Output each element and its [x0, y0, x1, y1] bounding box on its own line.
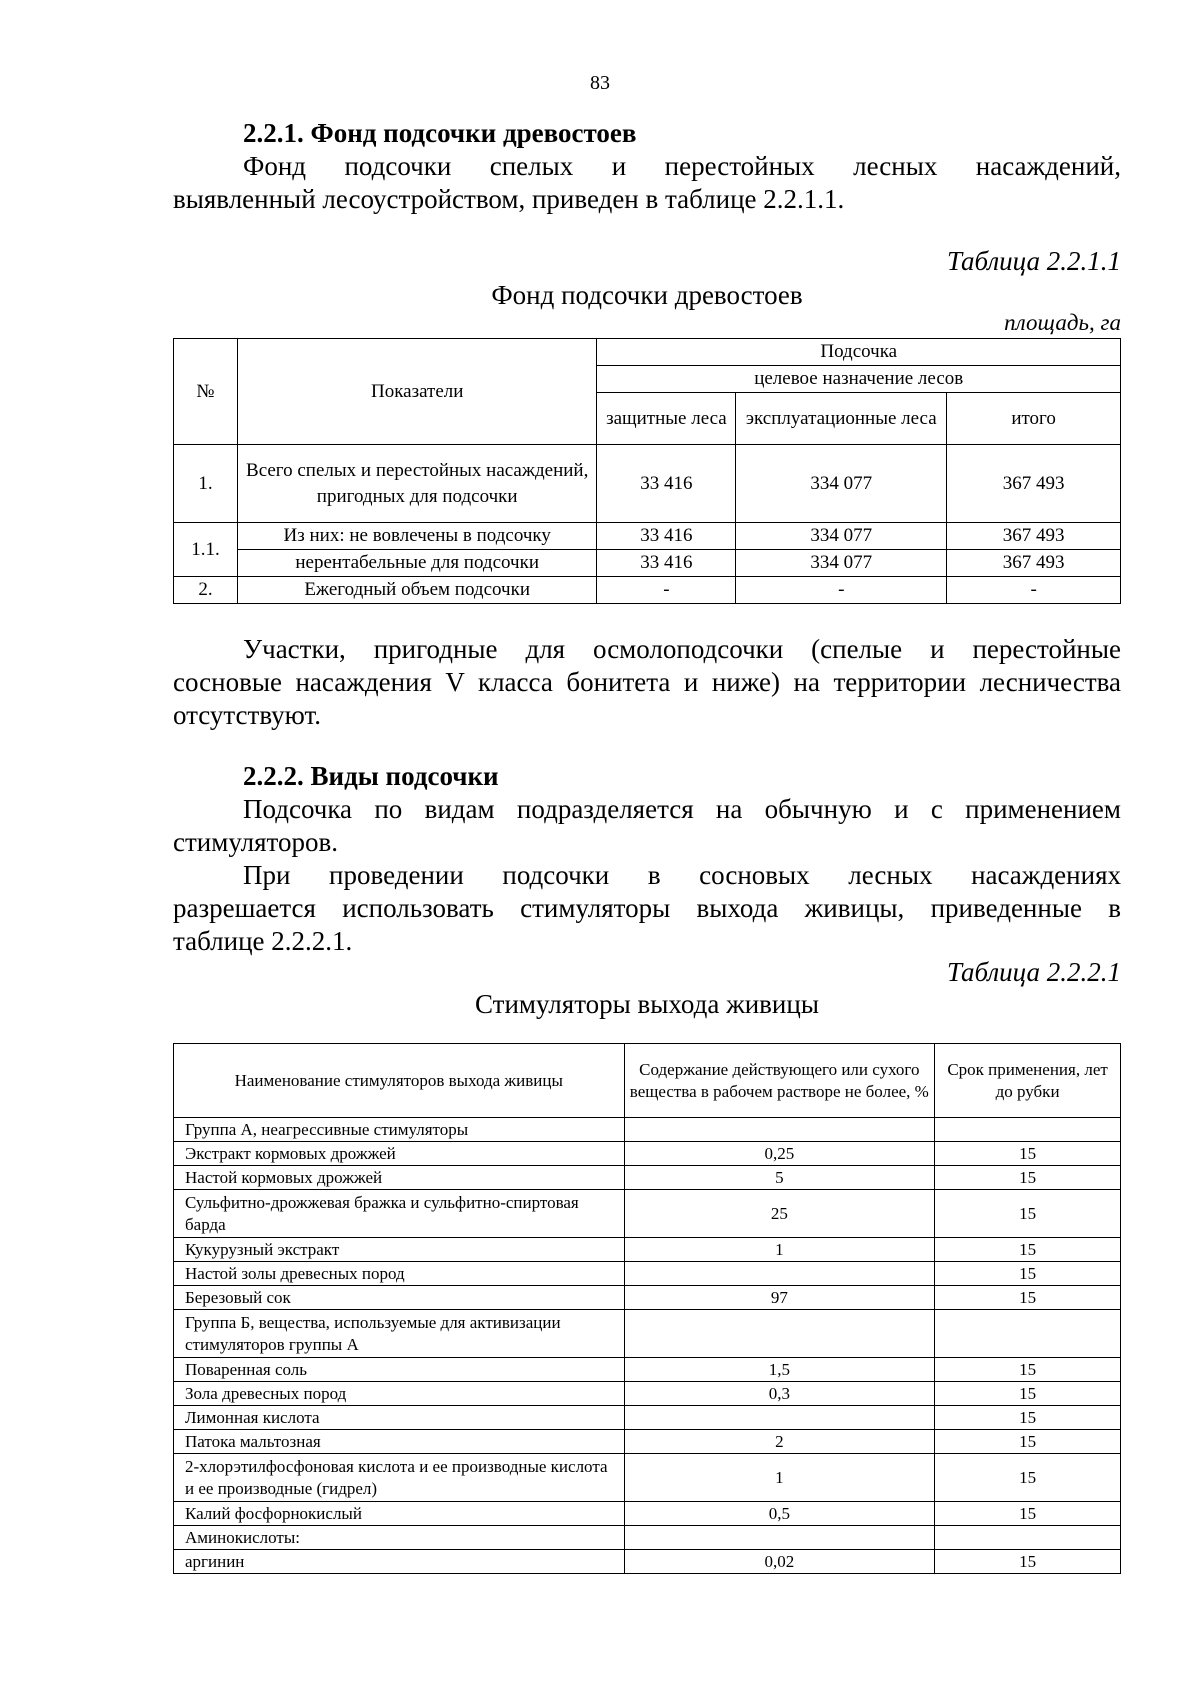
row-value: 367 493	[947, 445, 1121, 523]
row-term: 15	[935, 1262, 1121, 1286]
row-name: Патока мальтозная	[174, 1430, 625, 1454]
row-value: 367 493	[947, 550, 1121, 577]
row-number: 1.1.	[174, 523, 238, 577]
paragraph-line: Фонд подсочки спелых и перестойных лесных насаждений,	[243, 151, 1121, 181]
row-name: Экстракт кормовых дрожжей	[174, 1142, 625, 1166]
row-value: 33 416	[597, 523, 736, 550]
paragraph-line: таблице 2.2.2.1.	[173, 926, 353, 956]
row-number: 1.	[174, 445, 238, 523]
row-term: 15	[935, 1142, 1121, 1166]
section-heading-2-2-2: 2.2.2. Виды подсочки	[243, 761, 499, 791]
paragraph-line: сосновые насаждения V класса бонитета и ниже) на территории лесничества	[173, 667, 1121, 697]
row-term	[935, 1526, 1121, 1550]
table-row	[174, 445, 1121, 523]
row-term: 15	[935, 1238, 1121, 1262]
row-content: 1	[624, 1238, 935, 1262]
table-row	[174, 1238, 1121, 1262]
table1-header-group: Подсочка	[597, 339, 1121, 366]
row-content: 25	[624, 1190, 935, 1238]
table-row	[174, 1406, 1121, 1430]
paragraph-line: стимуляторов.	[173, 827, 338, 857]
row-term: 15	[935, 1166, 1121, 1190]
row-content	[624, 1526, 935, 1550]
row-content: 0,3	[624, 1382, 935, 1406]
table-row	[174, 1190, 1121, 1238]
table-row	[174, 1382, 1121, 1406]
table2-header-content: Содержание действующего или сухого вещества в рабочем растворе не более, %	[624, 1044, 935, 1118]
row-content	[624, 1118, 935, 1142]
row-term	[935, 1118, 1121, 1142]
table-row	[174, 1550, 1121, 1574]
row-name: Группа Б, вещества, используемые для активизации стимуляторов группы А	[174, 1310, 625, 1358]
row-value: -	[947, 577, 1121, 604]
table-row	[174, 577, 1121, 604]
row-value: 367 493	[947, 523, 1121, 550]
table1-header-subgroup: целевое назначение лесов	[597, 366, 1121, 393]
table2-header-name: Наименование стимуляторов выхода живицы	[174, 1044, 625, 1118]
row-content: 0,02	[624, 1550, 935, 1574]
row-name: аргинин	[174, 1550, 625, 1574]
row-name: Ежегодный объем подсочки	[237, 577, 597, 604]
table1-header-indicators: Показатели	[237, 339, 597, 445]
row-content: 5	[624, 1166, 935, 1190]
table2-label: Таблица 2.2.2.1	[946, 957, 1121, 987]
paragraph-line: разрешается использовать стимуляторы выхода живицы, приведенные в	[173, 893, 1121, 923]
table-row	[174, 550, 1121, 577]
table-row	[174, 1166, 1121, 1190]
table-row	[174, 1430, 1121, 1454]
page-number: 83	[590, 72, 610, 94]
row-name: Поваренная соль	[174, 1358, 625, 1382]
row-content: 97	[624, 1286, 935, 1310]
paragraph-line: Участки, пригодные для осмолоподсочки (спелые и перестойные	[243, 634, 1121, 664]
table-row	[174, 1142, 1121, 1166]
table-row	[174, 1118, 1121, 1142]
table1-header-no: №	[174, 339, 238, 445]
paragraph-line: При проведении подсочки в сосновых лесных насаждениях	[243, 860, 1121, 890]
row-term: 15	[935, 1382, 1121, 1406]
paragraph-line: Подсочка по видам подразделяется на обычную и с применением	[243, 794, 1121, 824]
paragraph-line: отсутствуют.	[173, 700, 321, 730]
row-value: 33 416	[597, 445, 736, 523]
table2-title: Стимуляторы выхода живицы	[475, 989, 819, 1019]
table-row	[174, 1310, 1121, 1358]
row-value: 334 077	[736, 523, 947, 550]
table-row	[174, 1526, 1121, 1550]
row-name: Березовый сок	[174, 1286, 625, 1310]
row-value: 33 416	[597, 550, 736, 577]
table1-header-total: итого	[947, 393, 1121, 445]
row-content: 1	[624, 1454, 935, 1502]
table-row	[174, 1358, 1121, 1382]
section1-paragraph	[173, 150, 1121, 216]
table-row	[174, 1262, 1121, 1286]
row-name: Кукурузный экстракт	[174, 1238, 625, 1262]
table-row	[174, 523, 1121, 550]
table1-header-exploitation: эксплуатационные леса	[736, 393, 947, 445]
row-content	[624, 1262, 935, 1286]
row-content: 1,5	[624, 1358, 935, 1382]
table-row	[174, 1502, 1121, 1526]
row-name: Зола древесных пород	[174, 1382, 625, 1406]
table-row	[174, 1286, 1121, 1310]
row-term: 15	[935, 1550, 1121, 1574]
row-content: 2	[624, 1430, 935, 1454]
section2-paragraph-2	[173, 859, 1121, 958]
table1-label: Таблица 2.2.1.1	[946, 246, 1121, 276]
row-name: нерентабельные для подсочки	[237, 550, 597, 577]
table1	[173, 338, 1121, 604]
table2-header-term: Срок применения, лет до рубки	[935, 1044, 1121, 1118]
table1-header-protective: защитные леса	[597, 393, 736, 445]
row-name: Из них: не вовлечены в подсочку	[237, 523, 597, 550]
row-term: 15	[935, 1430, 1121, 1454]
row-term: 15	[935, 1454, 1121, 1502]
paragraph-line: выявленный лесоустройством, приведен в таблице 2.2.1.1.	[173, 184, 845, 214]
row-content	[624, 1406, 935, 1430]
row-value: -	[736, 577, 947, 604]
row-name: Группа А, неагрессивные стимуляторы	[174, 1118, 625, 1142]
table1-unit: площадь, га	[1004, 310, 1121, 335]
row-value: 334 077	[736, 550, 947, 577]
row-name: Всего спелых и перестойных насаждений, пригодных для подсочки	[237, 445, 597, 523]
row-term: 15	[935, 1286, 1121, 1310]
table-row	[174, 1454, 1121, 1502]
section2-paragraph-1	[173, 793, 1121, 859]
row-number: 2.	[174, 577, 238, 604]
row-term: 15	[935, 1358, 1121, 1382]
row-content: 0,25	[624, 1142, 935, 1166]
row-term: 15	[935, 1406, 1121, 1430]
row-term	[935, 1310, 1121, 1358]
row-name: Настой кормовых дрожжей	[174, 1166, 625, 1190]
row-content	[624, 1310, 935, 1358]
row-term: 15	[935, 1502, 1121, 1526]
table2	[173, 1043, 1121, 1574]
table1-title: Фонд подсочки древостоев	[491, 280, 803, 310]
section-heading-2-2-1: 2.2.1. Фонд подсочки древостоев	[243, 118, 637, 148]
row-name: Калий фосфорнокислый	[174, 1502, 625, 1526]
row-content: 0,5	[624, 1502, 935, 1526]
row-name: Сульфитно-дрожжевая бражка и сульфитно-спиртовая барда	[174, 1190, 625, 1238]
row-name: Лимонная кислота	[174, 1406, 625, 1430]
row-name: 2-хлорэтилфосфоновая кислота и ее производные кислота и ее производные (гидрел)	[174, 1454, 625, 1502]
row-name: Аминокислоты:	[174, 1526, 625, 1550]
row-value: 334 077	[736, 445, 947, 523]
row-value: -	[597, 577, 736, 604]
row-term: 15	[935, 1190, 1121, 1238]
row-name: Настой золы древесных пород	[174, 1262, 625, 1286]
paragraph-pine-sites	[173, 633, 1121, 732]
